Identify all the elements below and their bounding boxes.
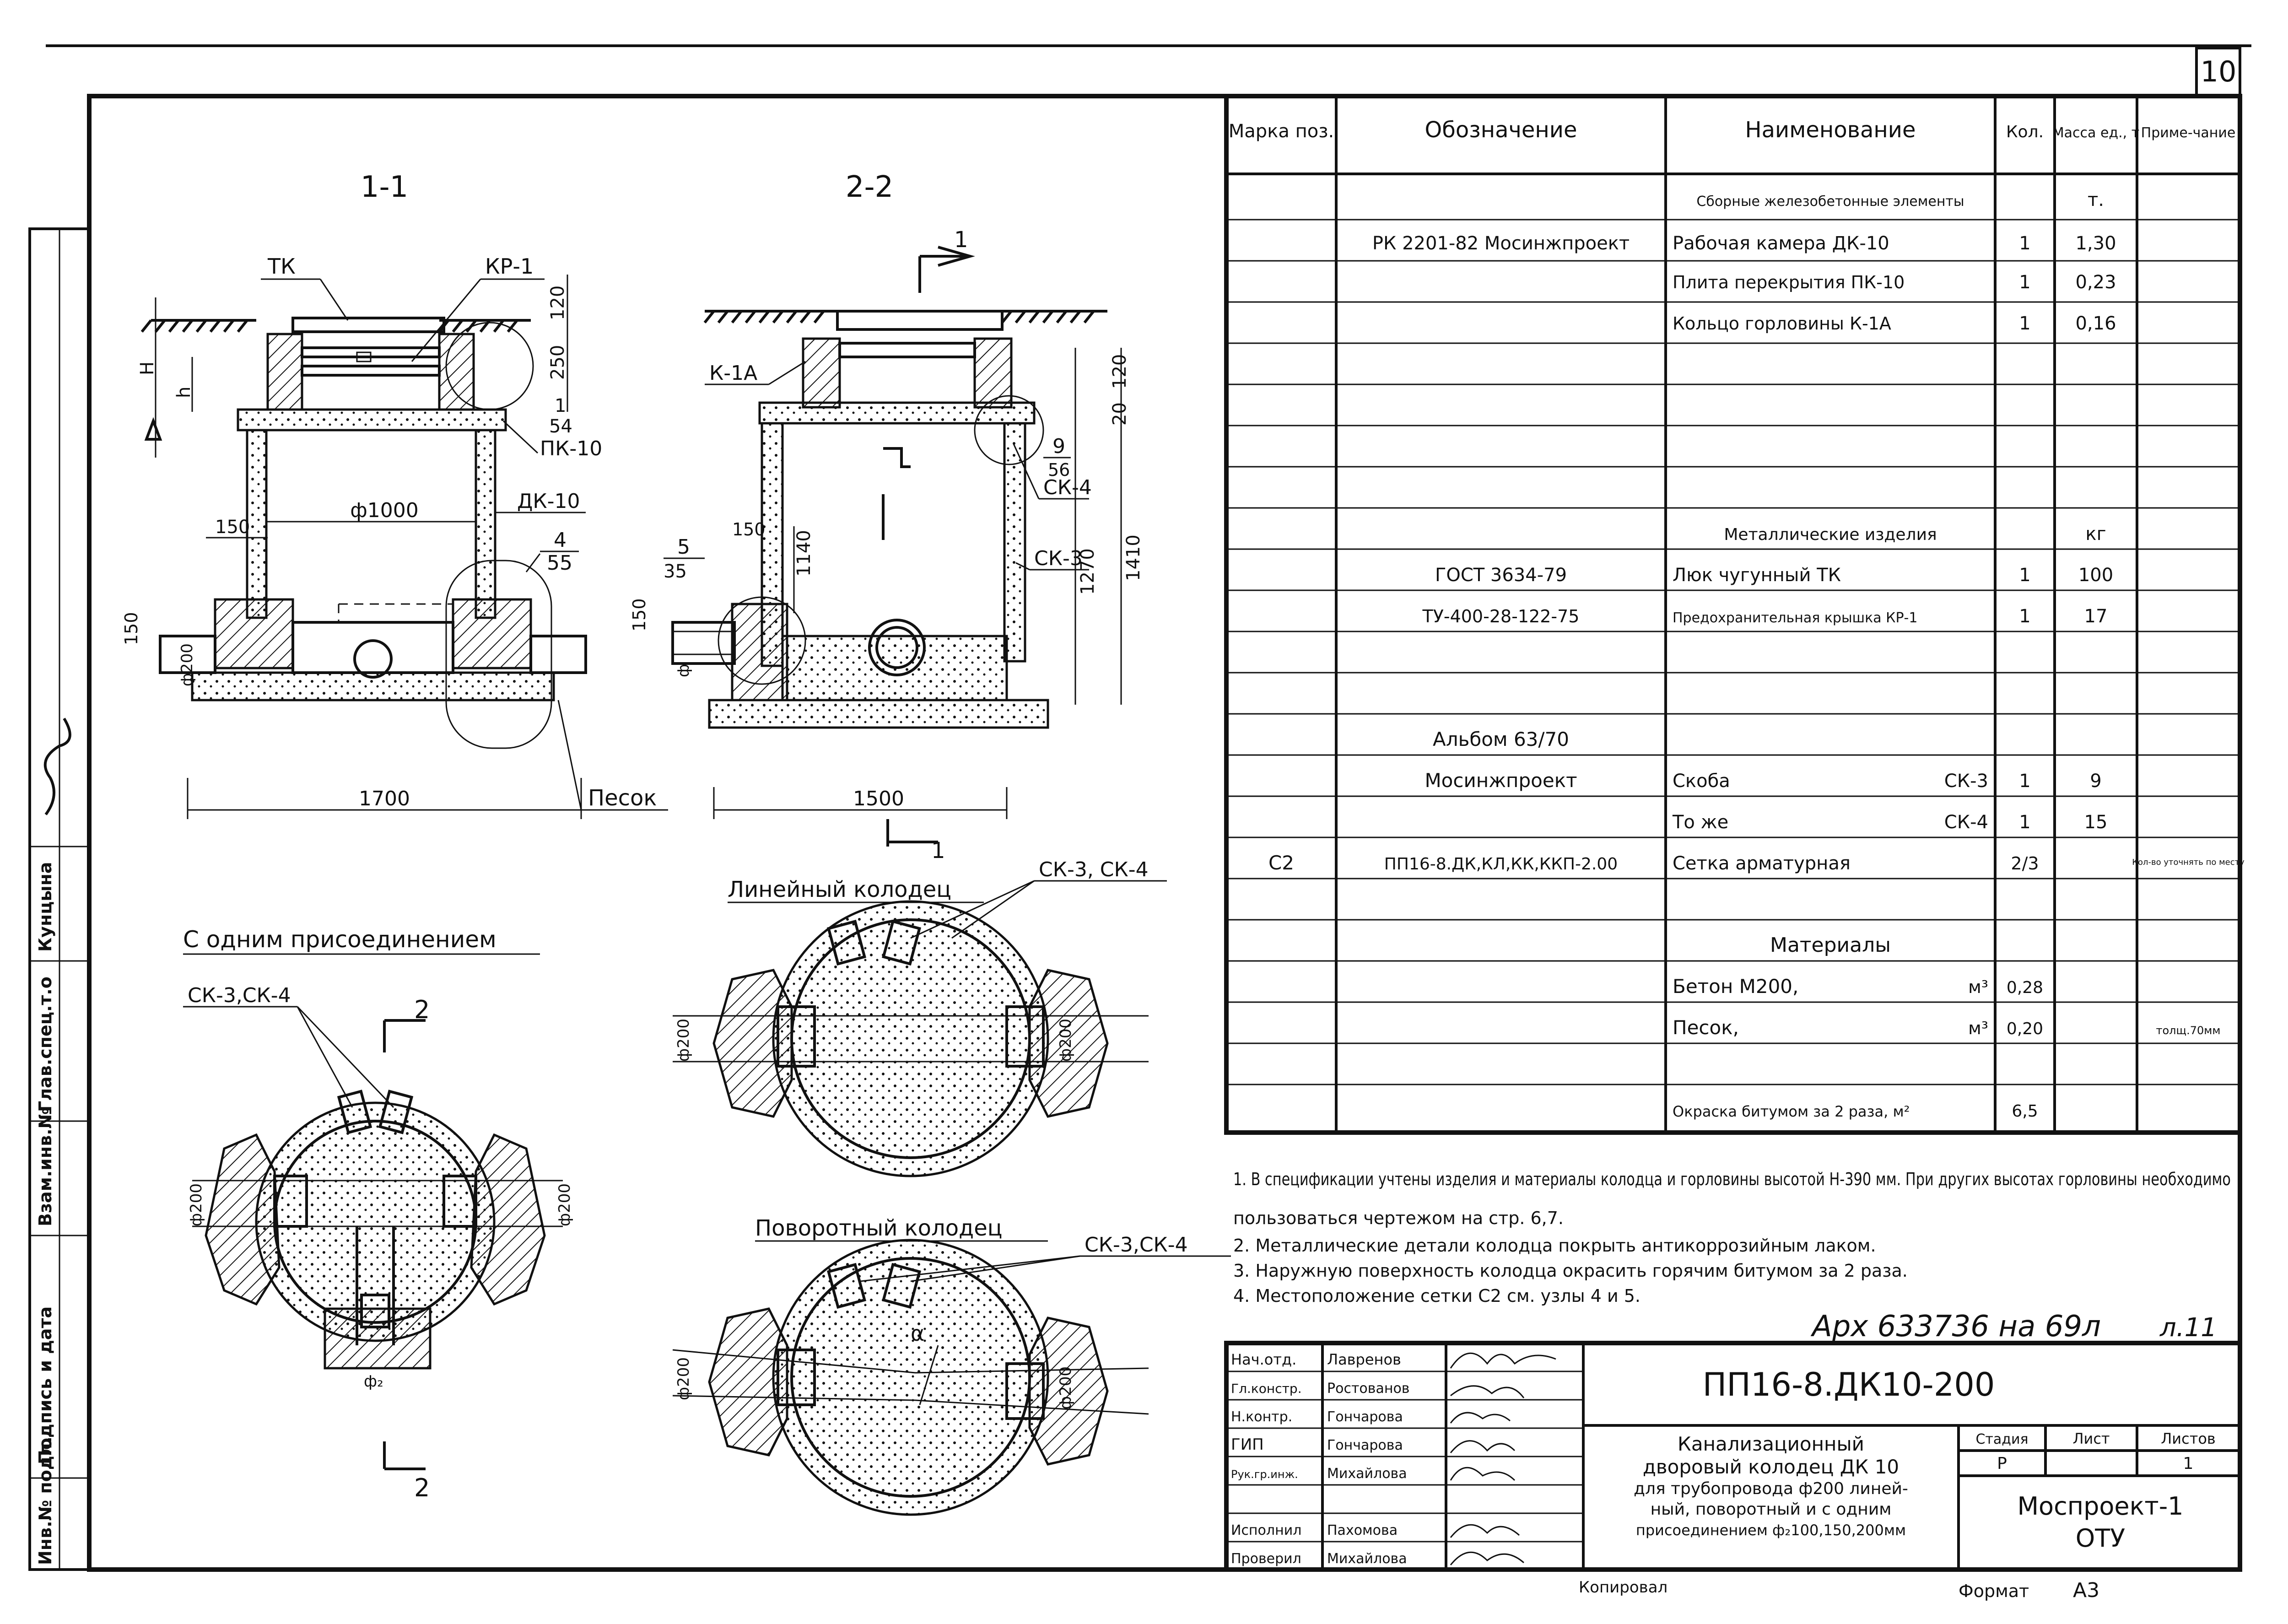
spec-row-3-code: ГОСТ 3634-79 bbox=[1435, 565, 1567, 586]
tb-name-1: Ростованов bbox=[1327, 1381, 1410, 1397]
dim-1500: 1500 bbox=[853, 787, 904, 810]
spec-row-6-name: Скоба bbox=[1673, 771, 1730, 792]
spec-row-9-qty: 0,28 bbox=[2006, 978, 2044, 997]
tb-org2: ОТУ bbox=[2075, 1524, 2126, 1553]
dim-150-s2-top: 150 bbox=[732, 519, 766, 540]
dim-H: Н bbox=[137, 361, 158, 375]
label-k1a: К-1А bbox=[709, 361, 758, 385]
dim-54: 54 bbox=[549, 416, 572, 437]
side-stamp-inv: Инв.№ подл. bbox=[35, 1436, 55, 1565]
cut-2-bottom: 2 bbox=[414, 1473, 430, 1502]
spec-row-7-mass: 15 bbox=[2084, 812, 2108, 833]
dim-120: 120 bbox=[547, 285, 568, 320]
plan-single-connection bbox=[183, 926, 574, 1502]
dim-150-left: 150 bbox=[121, 612, 141, 645]
note-4: 4. Местоположение сетки С2 см. узлы 4 и 5. bbox=[1233, 1286, 1641, 1306]
dim-h: h bbox=[173, 386, 194, 398]
note-2: 2. Металлические детали колодца покрыть антикоррозийным лаком. bbox=[1233, 1236, 1876, 1256]
spec-group-precast: Сборные железобетонные элементы bbox=[1696, 194, 1964, 210]
label-sand: Песок bbox=[588, 785, 657, 811]
plan-turn-alpha: α bbox=[911, 1321, 925, 1346]
tb-title-4: присоединением ф₂100,150,200мм bbox=[1635, 1521, 1906, 1539]
label-ck4: СК-4 bbox=[1043, 476, 1092, 499]
tb-role-3: ГИП bbox=[1231, 1435, 1264, 1454]
label-kr1: КР-1 bbox=[485, 254, 534, 279]
plan-single-dphi: ф₂ bbox=[364, 1372, 383, 1391]
spec-row-3-mass: 100 bbox=[2078, 565, 2114, 586]
label-node5: 5 bbox=[677, 535, 690, 559]
side-stamp-name: Кунцына bbox=[35, 862, 55, 952]
spec-row-10-name-r: м³ bbox=[1968, 1018, 1988, 1038]
spec-row-0-mass: 1,30 bbox=[2075, 233, 2116, 254]
spec-row-8-name: Сетка арматурная bbox=[1673, 853, 1851, 874]
dim-phi200-pipe: ф200 bbox=[178, 643, 196, 686]
side-stamp-replace: Взам.инв.№ bbox=[35, 1107, 55, 1226]
side-stamp-sign: Подпись и дата bbox=[35, 1306, 55, 1464]
spec-row-1-qty: 1 bbox=[2019, 272, 2031, 293]
archive-sheet: л.11 bbox=[2160, 1313, 2217, 1343]
cut-2-top: 2 bbox=[414, 995, 430, 1024]
dim-1140: 1140 bbox=[793, 530, 815, 577]
spec-header-name: Наименование bbox=[1745, 117, 1916, 143]
tb-role-0: Нач.отд. bbox=[1231, 1351, 1297, 1368]
cut-mark-bottom: 1 bbox=[931, 838, 945, 863]
tb-name-7: Михайлова bbox=[1327, 1551, 1407, 1567]
spec-row-8-code: ПП16-8.ДК,КЛ,КК,ККП-2.00 bbox=[1384, 855, 1618, 874]
spec-row-10-note: толщ.70мм bbox=[2156, 1024, 2221, 1037]
spec-group-metal: Металлические изделия bbox=[1724, 525, 1937, 544]
plan-turn-d200: ф200 bbox=[675, 1357, 693, 1400]
tb-copied: Копировал bbox=[1579, 1578, 1668, 1597]
spec-row-3-name: Люк чугунный ТК bbox=[1673, 565, 1841, 586]
tb-name-6: Пахомова bbox=[1327, 1522, 1398, 1538]
label-tk: ТК bbox=[268, 254, 296, 279]
tb-role-4: Рук.гр.инж. bbox=[1231, 1468, 1298, 1481]
spec-header-mass: Масса ед., т bbox=[2052, 125, 2140, 141]
spec-row-7-name-r: СК-4 bbox=[1944, 812, 1988, 833]
spec-row-5-code: Альбом 63/70 bbox=[1433, 728, 1569, 750]
side-stamp-chief: Глав.спец.т.о bbox=[35, 977, 55, 1112]
tb-title-3: ный, поворотный и с одним bbox=[1650, 1500, 1892, 1519]
spec-row-2-mass: 0,16 bbox=[2075, 313, 2116, 334]
tb-name-4: Михайлова bbox=[1327, 1466, 1407, 1482]
label-node5-sheet: 35 bbox=[664, 561, 687, 582]
spec-row-1-name: Плита перекрытия ПК-10 bbox=[1673, 272, 1905, 292]
label-node9-sheet: 56 bbox=[1048, 460, 1070, 480]
spec-row-4-name: Предохранительная крышка КР-1 bbox=[1673, 610, 1918, 626]
tb-org: Моспроект-1 bbox=[2017, 1492, 2184, 1521]
spec-row-1-mass: 0,23 bbox=[2075, 272, 2116, 293]
tb-doc-code: ПП16-8.ДК10-200 bbox=[1702, 1366, 1995, 1403]
label-pk10: ПК-10 bbox=[540, 437, 603, 460]
dim-20-s2: 20 bbox=[1109, 402, 1130, 426]
spec-row-0-name: Рабочая камера ДК-10 bbox=[1673, 233, 1889, 254]
dim-1270: 1270 bbox=[1077, 548, 1098, 595]
spec-row-11-qty: 6,5 bbox=[2012, 1102, 2038, 1121]
side-stamp-signature bbox=[45, 718, 70, 815]
spec-row-7-qty: 1 bbox=[2019, 812, 2031, 833]
spec-row-10-name: Песок, bbox=[1673, 1016, 1739, 1039]
tb-title-0: Канализационный bbox=[1678, 1433, 1864, 1455]
dim-150-s2-left: 150 bbox=[629, 598, 649, 631]
tb-name-2: Гончарова bbox=[1327, 1409, 1403, 1425]
spec-row-8-qty: 2/3 bbox=[2011, 853, 2039, 874]
tb-format: А3 bbox=[2073, 1579, 2100, 1602]
plan-linear-title: Линейный колодец bbox=[728, 877, 951, 902]
note-1b: пользоваться чертежом на стр. 6,7. bbox=[1233, 1208, 1564, 1228]
spec-row-6-mass: 9 bbox=[2090, 771, 2102, 792]
plan-linear-d200b: ф200 bbox=[1057, 1019, 1075, 1062]
dim-1700: 1700 bbox=[359, 787, 410, 810]
plan-linear bbox=[673, 858, 1167, 1176]
spec-row-0-code: РК 2201-82 Мосинжпроект bbox=[1372, 233, 1630, 254]
spec-row-11-name: Окраска битумом за 2 раза, м² bbox=[1673, 1103, 1910, 1120]
plan-turn-ck: СК-3,СК-4 bbox=[1085, 1233, 1188, 1257]
dim-1: 1 bbox=[555, 395, 567, 416]
spec-row-6-code: Мосинжпроект bbox=[1425, 769, 1577, 792]
tb-title-2: для трубопровода ф200 линей- bbox=[1634, 1479, 1908, 1498]
label-node4-sheet: 55 bbox=[547, 551, 572, 575]
section-2-2-label: 2-2 bbox=[845, 170, 894, 204]
signatures bbox=[1451, 1353, 1556, 1565]
spec-row-10-qty: 0,20 bbox=[2006, 1020, 2044, 1038]
tb-title-1: дворовый колодец ДК 10 bbox=[1642, 1456, 1899, 1478]
spec-header-mark: Марка поз. bbox=[1228, 121, 1334, 142]
spec-row-8-mark: С2 bbox=[1268, 852, 1295, 874]
label-node4: 4 bbox=[554, 529, 567, 552]
section-1-1 bbox=[121, 170, 668, 819]
plan-turn-title: Поворотный колодец bbox=[755, 1215, 1003, 1241]
tb-sheets-label: Листов bbox=[2161, 1430, 2216, 1447]
tb-role-2: Н.контр. bbox=[1231, 1409, 1293, 1425]
spec-row-3-qty: 1 bbox=[2019, 565, 2031, 586]
notes bbox=[1233, 1169, 2231, 1343]
spec-row-8-note: Кол-во уточнять по месту bbox=[2132, 858, 2245, 867]
tb-format-label: Формат bbox=[1959, 1581, 2029, 1601]
plan-single-d200b: ф200 bbox=[556, 1183, 574, 1226]
plan-linear-ck: СК-3, СК-4 bbox=[1039, 858, 1149, 881]
specification-table bbox=[1226, 96, 2245, 1133]
note-3: 3. Наружную поверхность колодца окрасить горячим битумом за 2 раза. bbox=[1233, 1261, 1908, 1281]
tb-sheets: 1 bbox=[2183, 1454, 2194, 1473]
plan-single-title: С одним присоединением bbox=[183, 926, 496, 953]
plan-linear-d200: ф200 bbox=[675, 1019, 693, 1062]
spec-group-metal-unit: кг bbox=[2085, 523, 2106, 545]
tb-name-3: Гончарова bbox=[1327, 1437, 1403, 1453]
spec-header-code: Обозначение bbox=[1425, 117, 1577, 143]
section-2-2 bbox=[629, 170, 1144, 863]
dim-phi-s2: ф bbox=[675, 664, 693, 677]
spec-row-7-name: То же bbox=[1673, 812, 1729, 833]
tb-role-7: Проверил bbox=[1231, 1551, 1301, 1567]
dim-250: 250 bbox=[547, 345, 568, 380]
title-block bbox=[1226, 1343, 2240, 1602]
tb-stage: Р bbox=[1997, 1454, 2007, 1473]
spec-row-9-name: Бетон М200, bbox=[1673, 975, 1799, 998]
label-ck3: СК-3 bbox=[1034, 547, 1083, 570]
tb-role-6: Исполнил bbox=[1231, 1522, 1302, 1538]
spec-row-6-name-r: СК-3 bbox=[1944, 771, 1988, 792]
tb-role-1: Гл.констр. bbox=[1231, 1381, 1302, 1396]
spec-row-6-qty: 1 bbox=[2019, 771, 2031, 792]
plan-turning bbox=[673, 1215, 1231, 1515]
spec-group-materials: Материалы bbox=[1770, 933, 1891, 957]
section-1-1-label: 1-1 bbox=[360, 170, 409, 204]
tb-sheet-label: Лист bbox=[2072, 1430, 2110, 1447]
label-node9: 9 bbox=[1052, 435, 1065, 458]
plan-single-d200: ф200 bbox=[187, 1183, 205, 1226]
spec-row-2-qty: 1 bbox=[2019, 313, 2031, 334]
dim-150-top: 150 bbox=[215, 517, 250, 538]
label-dk10: ДК-10 bbox=[517, 490, 580, 513]
plan-turn-d200b: ф200 bbox=[1057, 1366, 1075, 1409]
tb-name-0: Лавренов bbox=[1327, 1351, 1401, 1368]
note-1: 1. В спецификации учтены изделия и материалы колодца и горловины высотой Н-390 мм. При других высотах горловины необходимо bbox=[1233, 1169, 2231, 1189]
spec-row-0-qty: 1 bbox=[2019, 233, 2031, 254]
dim-1410: 1410 bbox=[1123, 534, 1144, 581]
spec-row-2-name: Кольцо горловины К-1А bbox=[1673, 313, 1891, 334]
spec-row-9-name-r: м³ bbox=[1968, 977, 1988, 997]
dim-phi1000: ф1000 bbox=[350, 499, 419, 522]
side-stamp bbox=[30, 229, 89, 1570]
spec-row-4-mass: 17 bbox=[2084, 606, 2108, 627]
spec-header-note: Приме-чание bbox=[2141, 125, 2236, 141]
archive-number: Арх 633736 на 69л bbox=[1812, 1310, 2101, 1343]
plan-single-ck: СК-3,СК-4 bbox=[188, 984, 291, 1007]
sheet-number: 10 bbox=[2200, 55, 2237, 88]
spec-group-precast-unit: т. bbox=[2087, 189, 2105, 210]
dim-120-s2: 120 bbox=[1109, 354, 1130, 389]
tb-stage-label: Стадия bbox=[1975, 1431, 2029, 1447]
spec-row-4-qty: 1 bbox=[2019, 606, 2031, 627]
cut-mark-top: 1 bbox=[954, 227, 968, 253]
spec-header-qty: Кол. bbox=[2006, 123, 2044, 141]
spec-row-4-code: ТУ-400-28-122-75 bbox=[1422, 606, 1580, 626]
